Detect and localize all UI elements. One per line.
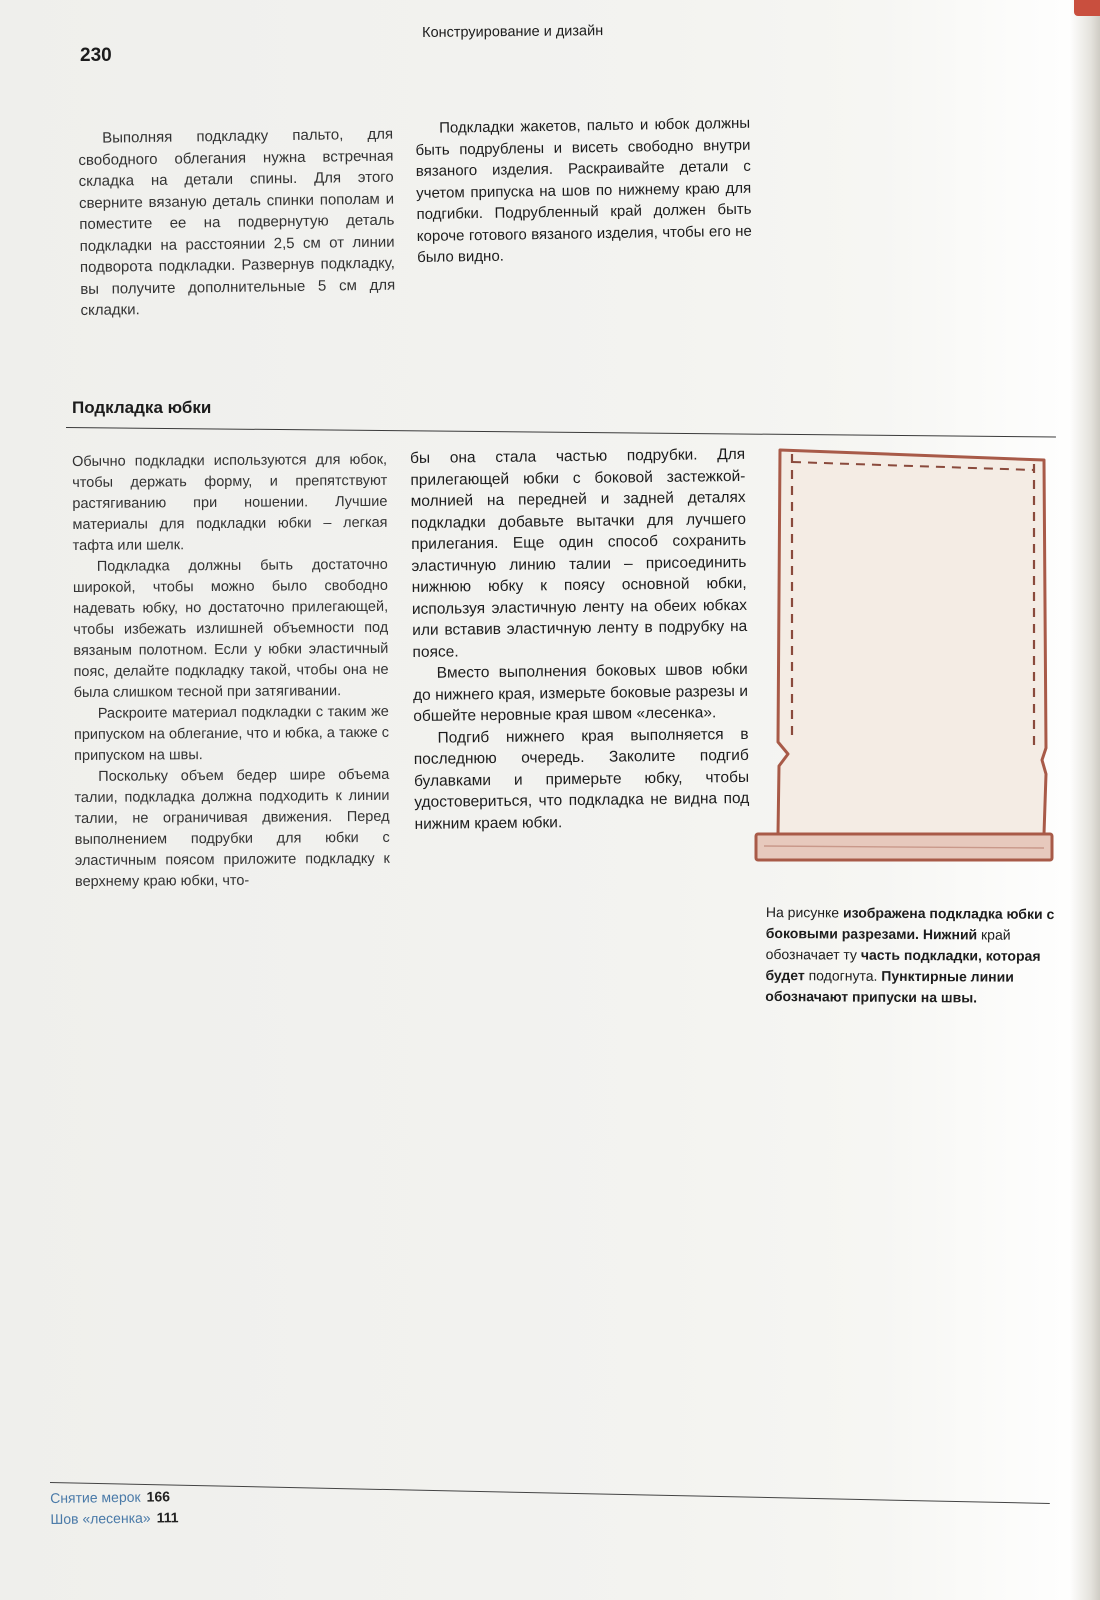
- page-number: 230: [80, 45, 112, 66]
- paragraph: Вместо выполнения боковых швов юбки до нижнего края, измерьте боковые разрезы и обшейте неровные края швом «лесенка».: [412, 660, 749, 725]
- paragraph: бы она стала частью подрубки. Для прилегающей юбки с боковой застежкой-молнией на передней и задней деталях подкладки добавьте вытачки для лучшего прилегания. Еще один способ сохранить эластичную линию талии – присоединить нижнюю юбку к поясу основной юбки, используя эластичную ленту на обеих юбках или вставив эластичную ленту в подрубку на поясе.: [410, 445, 748, 661]
- caption-text-bold: изображена подкладка юбки с боковыми разрезами. Нижний: [765, 904, 1055, 943]
- running-title: Конструирование и дизайн: [422, 23, 604, 41]
- section-column-1: [72, 450, 390, 893]
- skirt-lining-illustration: [752, 436, 1072, 876]
- top-left-column: [78, 124, 396, 322]
- cross-reference[interactable]: [50, 1507, 178, 1530]
- cross-reference-page: 166: [146, 1488, 171, 1505]
- cross-reference-label: Снятие мерок: [50, 1488, 141, 1506]
- lining-panel: [778, 450, 1046, 834]
- top-right-column: [415, 113, 752, 269]
- paragraph: Подгиб нижнего края выполняется в последнюю очередь. Заколите подгиб булавками и примерьте юбку, чтобы удостовериться, что подкладка не видна под нижним краем юбки.: [413, 725, 750, 833]
- paragraph: Раскроите материал подкладки с таким же припуском на облегание, что и юбка, а также с припуском на швы.: [73, 703, 390, 764]
- cross-reference-page: 111: [156, 1509, 179, 1526]
- figure-caption: [765, 902, 1066, 1009]
- cross-reference-label: Шов «лесенка»: [50, 1509, 151, 1527]
- paragraph: Обычно подкладки используются для юбок, чтобы держать форму, и препятствуют растягиванию при ношении. Лучшие материалы для подкладки юбки – легкая тафта или шелк.: [72, 451, 388, 554]
- paragraph: Подкладки жакетов, пальто и юбок должны быть подрублены и висеть свободно внутри вязаного изделия. Раскраивайте детали с учетом припуска на шов по нижнему краю для подгибки. Подрубленный край должен быть короче готового вязаного изделия, чтобы его не было видно.: [415, 114, 752, 266]
- caption-text: подогнута.: [804, 967, 882, 984]
- cross-reference[interactable]: [50, 1486, 178, 1509]
- page-edge-shadow: [1070, 0, 1100, 1600]
- paragraph: Подкладка должны быть достаточно широкой, чтобы можно было свободно надевать юбку, но достаточно прилегающей, чтобы избежать излишней объемности под вязаным полотном. Если у юбки эластичный пояс, делайте подкладку такой, чтобы она не была слишком тесной при затягивании.: [72, 556, 389, 701]
- footer-cross-references: [50, 1486, 179, 1530]
- caption-text: На рисунке: [765, 903, 844, 921]
- corner-tab: [1074, 0, 1100, 16]
- paragraph: Выполняя подкладку пальто, для свободного облегания нужна встречная складка на детали спины. Для этого сверните вязаную деталь спинки пополам и поместите ее на подвернутую деталь подкладки на расстоянии 2,5 см от линии подворота подкладки. Развернув подкладку, вы получите дополнительные 5 см для складки.: [78, 125, 396, 319]
- caption-text: край обозначает ту: [765, 926, 1011, 963]
- paragraph: Поскольку объем бедер шире объема талии, подкладка должна подходить к линии талии, не ограничивая движения. Перед выполнением подрубки для юбки с эластичным поясом приложите подкладку к верхнему краю юбки, что-: [74, 766, 390, 890]
- section-heading: Подкладка юбки: [72, 398, 212, 417]
- caption-text-bold: Пунктирные линии обозначают припуски на швы.: [765, 967, 1014, 1006]
- section-column-2: [410, 444, 750, 835]
- caption-text-bold: часть подкладки, которая будет: [765, 946, 1041, 984]
